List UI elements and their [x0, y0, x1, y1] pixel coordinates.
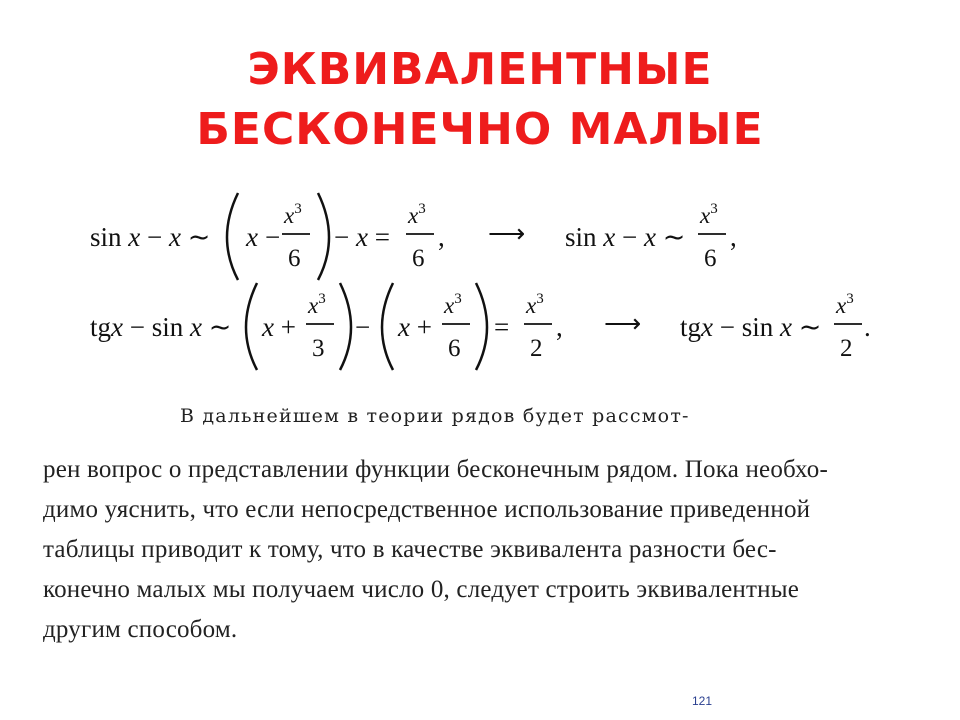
denominator-3: 3 [312, 335, 325, 362]
formula-minus: − [355, 312, 371, 342]
denominator-6: 6 [288, 245, 301, 272]
formula-row-2-lhs: tgx − sin x ∼ [90, 312, 232, 342]
slide-title [0, 40, 960, 160]
arrow-right-icon: ⟶ [604, 309, 642, 338]
formula-row-1-result: sin x − x ∼ [565, 222, 686, 252]
paragraph-body [43, 450, 913, 650]
formula-equals: = [494, 312, 510, 342]
formula-row-1-rest: − x = [334, 222, 390, 252]
numerator-x3: $x^3$ [526, 291, 544, 318]
paragraph-line: димо уяснить, что если непосредственное использование приведенной [43, 496, 811, 523]
paragraph-line: другим способом. [43, 616, 238, 643]
paren-left-2 [246, 283, 257, 370]
formula-row-1-lhs: sin x − x ∼ [90, 222, 211, 252]
denominator-2: 2 [840, 335, 853, 362]
title-line-2: БЕСКОНЕЧНО МАЛЫЕ [196, 104, 764, 155]
formula-row-2 [90, 283, 871, 370]
denominator-6: 6 [412, 245, 425, 272]
comma: , [438, 222, 445, 252]
numerator-x3: $x^3$ [284, 201, 302, 228]
paren-left-3 [382, 283, 393, 370]
comma: , [556, 312, 563, 342]
formula-minus: − [265, 222, 281, 252]
paragraph-line: конечно малых мы получаем число 0, следует строить эквивалентные [43, 576, 800, 603]
numerator-x3: $x^3$ [308, 291, 326, 318]
formula-block [0, 178, 960, 378]
paren2-inner: x + [398, 312, 432, 342]
numerator-x3: $x^3$ [836, 291, 854, 318]
page-number: 121 [692, 694, 713, 708]
formula-row-2-result: tgx − sin x ∼ [680, 312, 822, 342]
numerator-x3: $x^3$ [700, 201, 718, 228]
denominator-6: 6 [704, 245, 717, 272]
paren1-inner: x + [262, 312, 296, 342]
comma: , [730, 222, 737, 252]
numerator-x3: $x^3$ [444, 291, 462, 318]
paren-right-3 [476, 283, 487, 370]
denominator-2: 2 [530, 335, 543, 362]
period: . [864, 312, 871, 342]
formula-row-1 [90, 193, 737, 280]
title-line-1: ЭКВИВАЛЕНТНЫЕ [247, 44, 713, 95]
paren-left-1 [227, 193, 238, 280]
numerator-x3: $x^3$ [408, 201, 426, 228]
paragraph-line: таблицы приводит к тому, что в качестве эквивалента разности бес- [43, 536, 777, 563]
arrow-right-icon: ⟶ [488, 219, 526, 248]
paragraph-line: рен вопрос о представлении функции бесконечным рядом. Пока необхо- [43, 456, 828, 483]
denominator-6: 6 [448, 335, 461, 362]
paren-right-1 [318, 193, 329, 280]
paragraph-first-line: В дальнейшем в теории рядов будет рассмот- [180, 405, 690, 427]
formula-term-x: x [246, 222, 258, 252]
paren-right-2 [340, 283, 351, 370]
